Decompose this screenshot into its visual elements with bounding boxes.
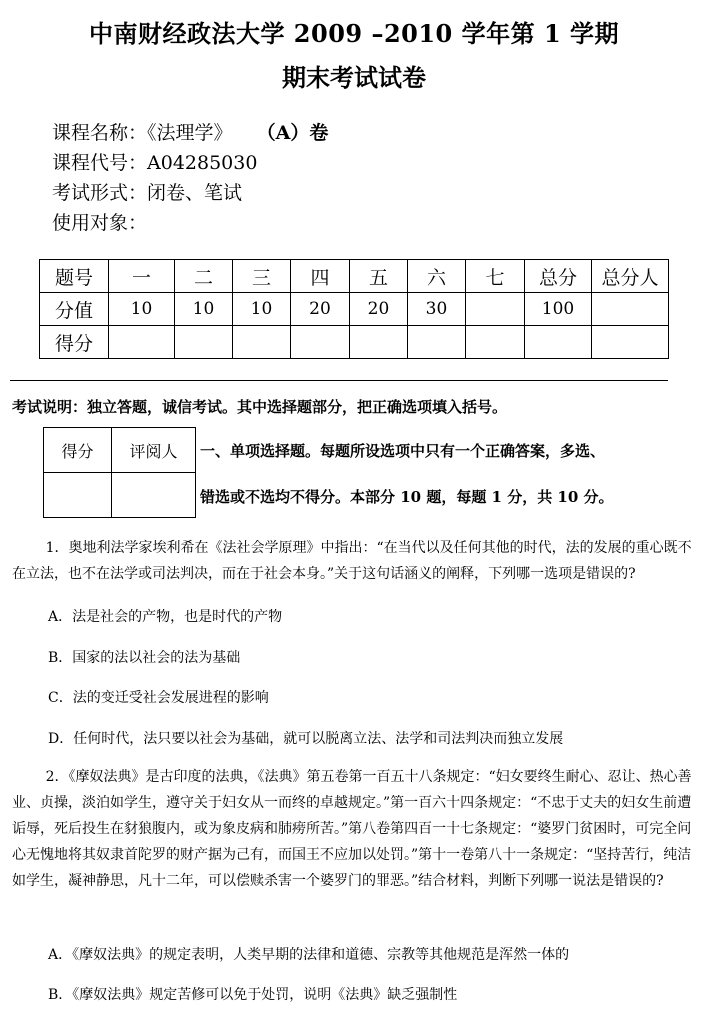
header-cell: 二 (175, 260, 233, 293)
score-table-header-row (40, 260, 669, 293)
score-cell (592, 326, 669, 359)
value-cell: 20 (291, 293, 350, 326)
course-name-value: 《法理学》 (147, 122, 233, 144)
section1-heading-line2: 错选或不选均不得分。本部分 10 题，每题 1 分，共 10 分。 (200, 488, 614, 506)
exam-subtitle: 期末考试试卷 (282, 63, 426, 92)
value-cell: 100 (525, 293, 592, 326)
section1-heading-line1: 一、单项选择题。每题所设选项中只有一个正确答案，多选、 (200, 442, 606, 460)
score-table-score-row (40, 326, 669, 359)
grade-reviewer-label: 评阅人 (112, 428, 196, 473)
exam-title: 中南财经政法大学 2009 –2010 学年第 1 学期 (88, 19, 620, 48)
score-cell (466, 326, 525, 359)
header-cell: 一 (109, 260, 175, 293)
audience-label: 使用对象： (52, 212, 148, 234)
question-2-option-b: B．《摩奴法典》规定苦修可以免于处罚，说明《法典》缺乏强制性 (48, 987, 458, 1003)
grade-score-cell (44, 473, 112, 518)
exam-form-label: 考试形式： (52, 182, 148, 204)
question-1-option-d: D．任何时代，法只要以社会为基础，就可以脱离立法、法学和司法判决而独立发展 (48, 731, 564, 747)
grade-score-label: 得分 (44, 428, 112, 473)
header-cell: 总分人 (592, 260, 669, 293)
score-cell (525, 326, 592, 359)
exam-notice: 考试说明：独立答题，诚信考试。其中选择题部分，把正确选项填入括号。 (12, 398, 508, 416)
value-cell: 20 (350, 293, 408, 326)
divider-line (10, 380, 668, 381)
header-cell: 三 (233, 260, 291, 293)
value-cell: 30 (408, 293, 466, 326)
question-2-text: 2．《摩奴法典》是古印度的法典，《法典》第五卷第一百五十八条规定：“妇女要终生耐心、忍让、热心善业、贞操，淡泊如学生，遵守关于妇女从一而终的卓越规定。”第一百六十四条规定：“不忠于丈夫的妇女生前遭诟辱，死后投生在豺狼腹内，或为象皮病和肺痨所苦。”第八卷第四百一十七条规定：“婆罗门贫困时，可完全问心无愧地将其奴隶首陀罗的财产据为己有，而国王不应加以处罚。”第十一卷第八十一条规定：“坚持苦行，纯洁如学生，凝神静思，凡十二年，可以偿赎杀害一个婆罗门的罪恶。”结合材料，判断下列哪一说法是错误的? (12, 769, 692, 889)
section-grade-box (43, 427, 196, 518)
score-cell (408, 326, 466, 359)
header-cell: 五 (350, 260, 408, 293)
question-1-text: 1．奥地利法学家埃利希在《法社会学原理》中指出：“在当代以及任何其他的时代，法的发展的重心既不在立法，也不在法学或司法判决，而在于社会本身。”关于这句话涵义的阐释，下列哪一选项是错误的? (12, 540, 692, 582)
score-cell (175, 326, 233, 359)
exam-form-value: 闭卷、笔试 (147, 182, 243, 204)
course-name-label: 课程名称： (52, 122, 148, 144)
score-label-cell: 得分 (40, 326, 109, 359)
grade-reviewer-cell (112, 473, 196, 518)
score-table-values-row (40, 293, 669, 326)
question-1-option-b: B．国家的法以社会的法为基础 (48, 650, 241, 666)
score-cell (233, 326, 291, 359)
course-name-line (52, 118, 328, 148)
score-cell (109, 326, 175, 359)
audience-line (52, 208, 147, 238)
value-cell (466, 293, 525, 326)
score-table (39, 259, 669, 359)
question-2-option-a: A．《摩奴法典》的规定表明，人类早期的法律和道德、宗教等其他规范是浑然一体的 (48, 947, 570, 963)
exam-form-line (52, 178, 242, 208)
header-cell: 四 (291, 260, 350, 293)
score-cell (291, 326, 350, 359)
header-cell: 七 (466, 260, 525, 293)
value-cell (592, 293, 669, 326)
value-cell: 10 (109, 293, 175, 326)
course-code-label: 课程代号： (52, 152, 148, 174)
header-cell: 总分 (525, 260, 592, 293)
question-1-option-c: C．法的变迁受社会发展进程的影响 (48, 690, 269, 706)
course-code-line (52, 148, 257, 178)
course-code-value: A04285030 (147, 152, 258, 174)
values-label-cell: 分值 (40, 293, 109, 326)
header-cell: 题号 (40, 260, 109, 293)
question-1-option-a: A．法是社会的产物，也是时代的产物 (48, 609, 283, 625)
header-cell: 六 (408, 260, 466, 293)
score-cell (350, 326, 408, 359)
value-cell: 10 (175, 293, 233, 326)
paper-type: （A）卷 (256, 122, 329, 144)
value-cell: 10 (233, 293, 291, 326)
